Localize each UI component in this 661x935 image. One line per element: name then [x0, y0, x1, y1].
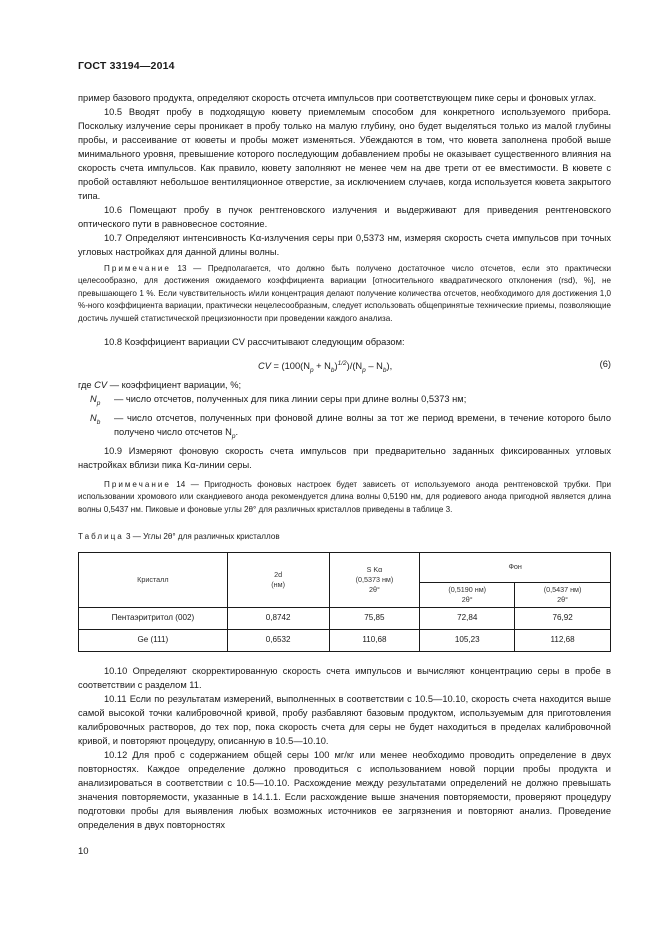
paragraph-10-12: 10.12 Для проб с содержанием общей серы 100 мг/кг или менее необходимо проводить определение в двух повторностях. Каждое определение должно проводиться с использованием новой порции пробы продукта и анализироваться в соответствии с 10.5—10.10. Расхождение между результатами определений не должно превышать значения повторяемости, указанные в 14.1.1. Если расхождение выше значения повторяемости, проверяют процедуру подготовки пробы для выявления любых возможных источников ее загрязнения и повторяют анализ. Проведение определения в двух повторностях — [78, 749, 611, 830]
table-3-crystal-angles — [78, 552, 611, 652]
header-crystal: Кристалл — [79, 552, 228, 607]
table-3-caption: Таблица 3 — Углы 2θ° для различных кристаллов — [78, 531, 280, 541]
note-13-text: 13 — Предполагается, что должно быть получено достаточное число отсчетов, если это практически целесообразно, для достижения ожидаемого коэффициента вариации [относительного квадратического отклонения (rsd), %], не превышающего 1 %. Если чувствительность и/или концентрация делают получение количества отсчетов, необходимого для достижения 1,0 %-ного коэффициента вариации, практически нецелесообразным, следует использовать общепринятые технические приемы, позволяющие достичь лучшей статистической прецизионности при проведении каждого анализа. — [78, 264, 612, 323]
header-s-ka: S Kα (0,5373 нм) 2θ° — [329, 552, 420, 607]
formula-number: (6) — [599, 359, 611, 370]
definition-nb: $N_b$ — число отсчетов, полученных при фоновой длине волны за тот же период времени, в течение которого было получено число отсчетов $N_p$. — [90, 412, 611, 440]
page-number: 10 — [78, 846, 89, 857]
header-background: Фон — [420, 552, 611, 582]
formula-definitions — [78, 378, 611, 444]
note-14 — [78, 479, 611, 516]
note-13-label: Примечание — [104, 264, 171, 273]
paragraph-10-9: 10.9 Измеряют фоновую скорость счета импульсов при предварительно заданных фиксированных угловых настройках вблизи пика Kα-линии серы. — [78, 445, 611, 470]
definition-np: $N_p$ — число отсчетов, полученных для пика линии серы при длине волны 0,5373 нм; — [90, 394, 467, 407]
paragraph-10-11: 10.11 Если по результатам измерений, выполненных в соответствии с 10.5—10.10, скорость счета находится выше самой высокой точки калибровочной кривой, пробу разбавляют базовым продуктом, используемым для приготовления калибровочных растворов, до тех пор, пока скорость счета для серы не будет находиться в пределах калибровочной кривой, и повторяют процедуру, описанную в 10.5—10.10. — [78, 693, 611, 746]
paragraph-continued: пример базового продукта, определяют скорость отсчета импульсов при соответствующем пике серы и фоновых углах. — [78, 93, 597, 103]
note-14-label: Примечание — [104, 479, 171, 489]
header-background-0-5190: (0,5190 нм) 2θ° — [420, 582, 515, 607]
paragraph-10-8: 10.8 Коэффициент вариации CV рассчитывают следующим образом: — [104, 337, 405, 348]
paragraph-10-6: 10.6 Помещают пробу в пучок рентгеновского излучения и выдерживают для приведения рентгеновского оптического пути в равновесное состояние. — [78, 205, 611, 229]
formula-expression: CV = $(100(N_p + N_b)^{1/2})/(N_p - N_b)$, — [258, 360, 393, 374]
formula-6 — [78, 352, 611, 378]
standard-code-header: ГОСТ 33194—2014 — [78, 60, 175, 72]
paragraph-10-10: 10.10 Определяют скорректированную скорость счета импульсов и вычисляют концентрацию серы в пробе в соответствии с разделом 11. — [78, 665, 611, 690]
document-body — [78, 91, 611, 832]
definition-cv: где CV — коэффициент вариации, %; — [78, 380, 242, 391]
header-background-0-5437: (0,5437 нм) 2θ° — [515, 582, 611, 607]
table-row: Ge (111) 0,6532 110,68 105,23 112,68 — [79, 629, 611, 651]
paragraph-10-7: 10.7 Определяют интенсивность Kα-излучения серы при 0,5373 нм, измеряя скорость счета импульсов при точных угловых настройках для данной длины волны. — [78, 233, 611, 257]
header-2d: 2d (нм) — [227, 552, 329, 607]
note-13 — [78, 263, 611, 325]
note-14-text: 14 — Пригодность фоновых настроек будет зависеть от используемого анода рентгеновской трубки. При использовании хромового или скандиевого анода рекомендуется длина волны 0,5190 нм, для родиевого анода пригодной является длина волны 0,5437 нм. Пиковые и фоновые углы 2θ° для различных кристаллов приведены в таблице 3. — [78, 479, 611, 514]
table-row: Пентаэритритол (002) 0,8742 75,85 72,84 76,92 — [79, 607, 611, 629]
paragraph-10-5: 10.5 Вводят пробу в подходящую кювету приемлемым способом для конкретного используемого прибора. Поскольку излучение серы проникает в пробу только на малую глубину, оно будет выделяться только из малой глубины пробы, и рассеивание от кюветы и пробы может изменяться. Убеждаются в том, что кювета заполнена пробой выше минимального уровня, превышение которого последующим добавлением пробы не оказывает существенного влияния на скорость счета импульсов. Как правило, кювету заполняют не менее чем на две трети от ее вместимости. В кювете с пробой оставляют небольшое вентиляционное отверстие, за исключением случаев, когда используется кювета закрытого типа. — [78, 107, 611, 201]
